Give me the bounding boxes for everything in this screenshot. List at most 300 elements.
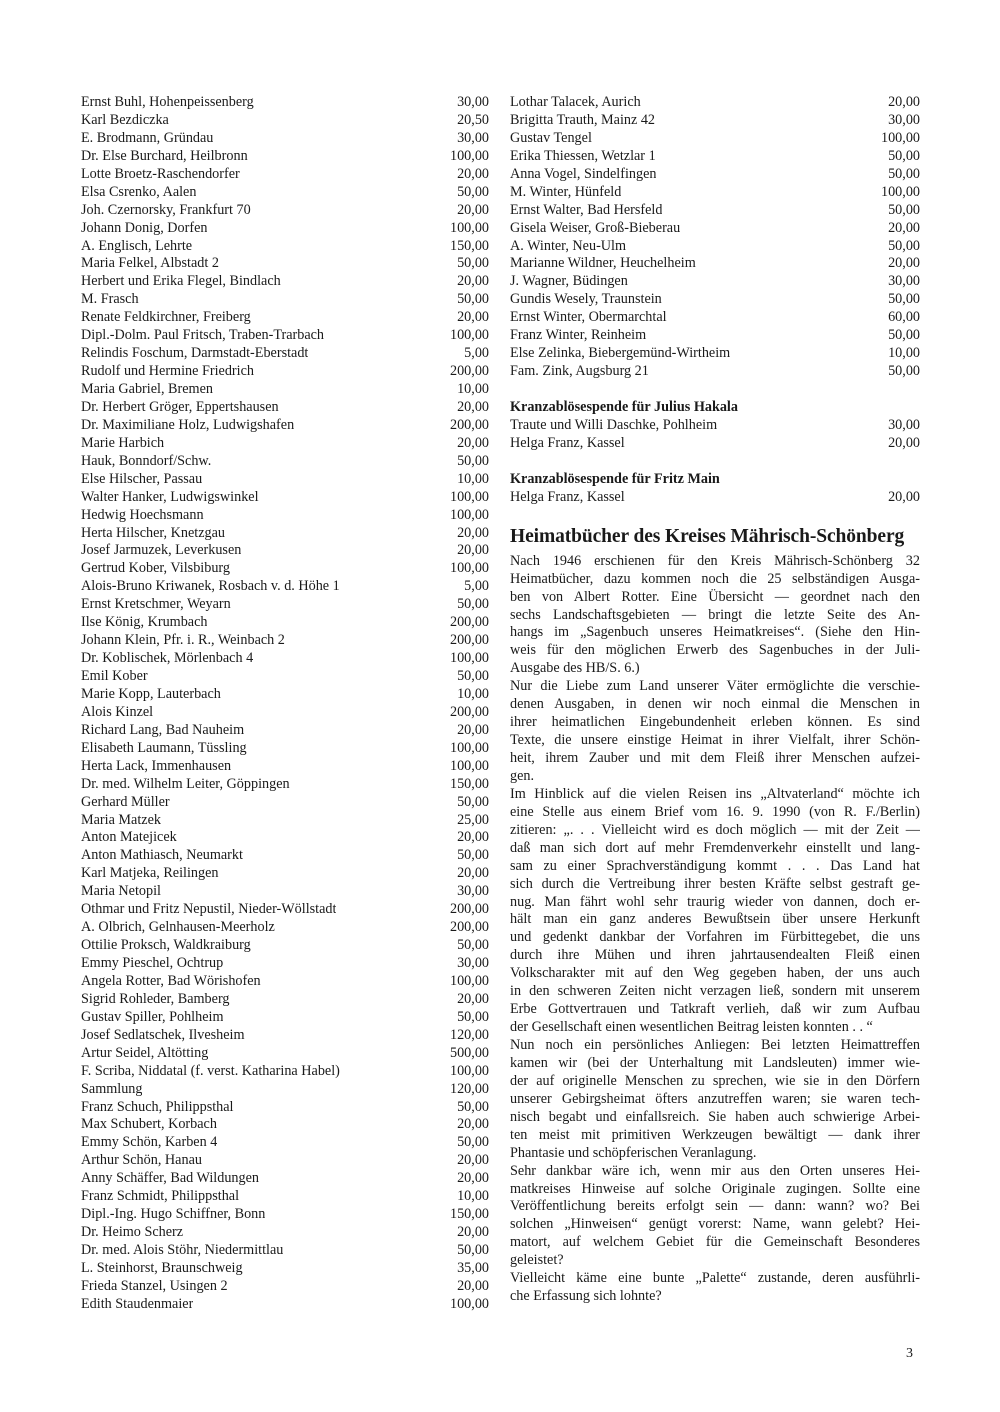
donation-amount: 200,00 [449, 919, 489, 936]
paragraph-line: unserer Gebirgsheimat öfters anzutreffen waren; sie waren tech- [510, 1090, 920, 1107]
donation-amount: 30,00 [457, 129, 489, 146]
donation-amount: 50,00 [457, 1242, 489, 1258]
donation-amount: 20,00 [457, 1277, 489, 1294]
donation-row [81, 1134, 489, 1152]
donor-name: Brigitta Trauth, Mainz 42 [510, 111, 656, 128]
donation-row [81, 740, 489, 758]
paragraph-line: zitieren: „. . . Vielleicht wird es doch möglich — mit der Zeit — [510, 821, 920, 838]
donation-row [81, 901, 489, 919]
donor-name: Josef Jarmuzek, Leverkusen [81, 542, 242, 559]
donor-list-left [81, 94, 489, 1314]
paragraph-line: Nun noch ein persönliches Anliegen: Bei letzten Heimattreffen [510, 1037, 920, 1053]
donor-name: Hauk, Bonndorf/Schw. [81, 452, 212, 469]
donor-name: Arthur Schön, Hanau [81, 1152, 202, 1169]
donor-name: Dr. Koblischek, Mörlenbach 4 [81, 650, 254, 667]
donation-amount: 50,00 [457, 255, 489, 272]
donation-amount: 10,00 [457, 1188, 489, 1205]
donation-amount: 20,00 [457, 829, 489, 846]
article-body [510, 553, 920, 1306]
donation-row [81, 435, 489, 453]
donation-row [510, 255, 920, 273]
paragraph-line: sechs Landschaftsgebieten — bringt die letzte Seite des An- [510, 606, 920, 623]
donation-amount: 20,00 [457, 309, 489, 326]
paragraph-line: Nur die Liebe zum Land unserer Väter ermöglichte die verschie- [510, 678, 920, 695]
donation-amount: 100,00 [449, 327, 489, 344]
donation-row [81, 525, 489, 543]
article-paragraph [510, 1163, 920, 1271]
donor-name: Ernst Walter, Bad Hersfeld [510, 201, 663, 218]
paragraph-line: Heimatbücher, dazu kommen noch die 25 selbständigen Ausga- [510, 570, 920, 587]
donation-amount: 150,00 [449, 237, 489, 254]
donation-amount: 120,00 [449, 1080, 489, 1097]
paragraph-line: Ausgabe des HB/S. 6.) [510, 660, 640, 677]
donation-amount: 20,00 [457, 990, 489, 1007]
paragraph-line: Vielleicht käme eine bunte „Palette“ zustande, deren ausführli- [510, 1270, 920, 1287]
donation-amount: 10,00 [888, 345, 920, 362]
paragraph-line: weis für den möglichen Erwerb des Sagenbuches in der Juli- [510, 642, 920, 659]
paragraph-line: hält man ein ganz anderes Bewußtsein über unsere Herkunft [510, 911, 920, 928]
donation-amount: 50,00 [888, 165, 920, 182]
donor-name: Johann Donig, Dorfen [81, 219, 208, 236]
donor-name: Elisabeth Laumann, Tüssling [81, 739, 247, 756]
donation-row [510, 309, 920, 327]
donation-row [81, 865, 489, 883]
donation-amount: 50,00 [457, 847, 489, 864]
donor-name: Marie Harbich [81, 434, 165, 451]
donation-row [81, 758, 489, 776]
donor-name: Fam. Zink, Augsburg 21 [510, 363, 649, 380]
donation-amount: 60,00 [888, 309, 920, 326]
donation-row [81, 1296, 489, 1314]
donor-name: Marie Kopp, Lauterbach [81, 685, 221, 702]
paragraph-line: geleistet? [510, 1252, 564, 1269]
donation-row [81, 722, 489, 740]
donation-row [81, 596, 489, 614]
donation-amount: 20,00 [457, 165, 489, 182]
donation-amount: 100,00 [449, 739, 489, 756]
donation-row [81, 1242, 489, 1260]
donation-row [81, 399, 489, 417]
donation-row [81, 471, 489, 489]
donation-row [81, 1278, 489, 1296]
donor-name: Walter Hanker, Ludwigswinkel [81, 488, 259, 505]
donor-name: Max Schubert, Korbach [81, 1116, 217, 1133]
donation-amount: 150,00 [449, 775, 489, 792]
article-paragraph [510, 1270, 920, 1306]
donation-row [81, 829, 489, 847]
donation-row [81, 273, 489, 291]
donation-amount: 50,00 [457, 596, 489, 613]
donation-amount: 20,00 [888, 255, 920, 272]
donation-amount: 150,00 [449, 1206, 489, 1223]
paragraph-line: sich durch die Vertreibung ihrer besten Kräfte selbst gestraft ge- [510, 875, 920, 892]
donation-amount: 20,00 [457, 865, 489, 882]
donation-row [81, 1045, 489, 1063]
paragraph-line: Im Hinblick auf die vielen Reisen ins „Altvaterland“ möchte ich [510, 785, 920, 802]
donation-amount: 200,00 [449, 363, 489, 380]
donation-row [510, 489, 920, 507]
donation-row [81, 381, 489, 399]
donation-amount: 10,00 [457, 685, 489, 702]
donor-name: Alois Kinzel [81, 703, 154, 720]
donation-amount: 50,00 [888, 201, 920, 218]
donation-row [81, 937, 489, 955]
donor-name: Gustav Tengel [510, 129, 592, 146]
donation-row [81, 1027, 489, 1045]
donor-name: Ernst Winter, Obermarchtal [510, 309, 667, 326]
donor-name: E. Brodmann, Gründau [81, 129, 214, 146]
donor-name: Alois-Bruno Kriwanek, Rosbach v. d. Höhe 1 [81, 578, 340, 595]
donor-name: Dipl.-Dolm. Paul Fritsch, Traben-Trarbach [81, 327, 325, 344]
donor-name: Emil Kober [81, 668, 148, 684]
donation-row [81, 489, 489, 507]
donation-row [81, 1009, 489, 1027]
donation-row [81, 1116, 489, 1134]
paragraph-line: solchen „Hinweisen“ genügt vorerst: Name, wann gelebt? Hei- [510, 1216, 920, 1233]
donation-amount: 20,00 [457, 1116, 489, 1133]
donation-amount: 20,00 [457, 273, 489, 290]
paragraph-line: Sehr dankbar wäre ich, wenn mir aus den Orten unseres Hei- [510, 1162, 920, 1179]
donation-amount: 50,00 [457, 1098, 489, 1115]
paragraph-line: durch ihre Mühen und ihren jahrtausendealten Fleiß einen [510, 947, 920, 964]
donation-row [81, 776, 489, 794]
donation-amount: 30,00 [888, 273, 920, 290]
donor-name: Erika Thiessen, Wetzlar 1 [510, 147, 656, 164]
article-paragraph [510, 553, 920, 679]
donation-row [81, 614, 489, 632]
donor-name: Dr. Heimo Scherz [81, 1224, 184, 1241]
donor-name: Ernst Kretschmer, Weyarn [81, 596, 231, 613]
donation-amount: 100,00 [880, 129, 920, 146]
donor-name: J. Wagner, Büdingen [510, 273, 628, 290]
donation-amount: 100,00 [449, 560, 489, 577]
donation-row [81, 919, 489, 937]
article-paragraph [510, 1037, 920, 1163]
donor-name: Gerhard Müller [81, 793, 170, 810]
donor-name: Dr. med. Alois Stöhr, Niedermittlau [81, 1242, 284, 1258]
donation-row [81, 686, 489, 704]
donation-amount: 100,00 [449, 1062, 489, 1079]
donor-name: Johann Klein, Pfr. i. R., Weinbach 2 [81, 632, 285, 649]
donation-amount: 50,00 [457, 937, 489, 954]
paragraph-line: gen. [510, 767, 535, 784]
donation-amount: 30,00 [457, 883, 489, 900]
paragraph-line: ihrer heimatlichen Eingebundenheit erleben können. Es sind [510, 714, 920, 731]
donation-row [81, 148, 489, 166]
donor-name: Hedwig Hoechsmann [81, 506, 204, 523]
donation-amount: 20,00 [457, 1224, 489, 1241]
paragraph-line: matkreises Hinweise auf solche Originale zugingen. Sollte eine [510, 1180, 920, 1197]
donor-name: M. Frasch [81, 291, 139, 308]
donation-amount: 100,00 [449, 219, 489, 236]
paragraph-line: ten meist mit primitiven Werkzeugen bewältigt — dank ihrer [510, 1126, 920, 1143]
donor-name: Gertrud Kober, Vilsbiburg [81, 560, 230, 577]
donor-name: Sigrid Rohleder, Bamberg [81, 990, 230, 1007]
donor-name: Franz Schmidt, Philippsthal [81, 1188, 240, 1205]
donation-row [510, 417, 920, 435]
donation-amount: 100,00 [449, 650, 489, 667]
donation-row [81, 507, 489, 525]
paragraph-line: ben von Albert Rotter. Eine Übersicht — geordnet nach den [510, 588, 920, 605]
donor-name: Edith Staudenmaier [81, 1295, 194, 1312]
donation-amount: 20,00 [888, 488, 920, 505]
donation-amount: 5,00 [464, 578, 489, 595]
donation-amount: 20,00 [457, 542, 489, 559]
donation-amount: 100,00 [449, 972, 489, 989]
donation-amount: 200,00 [449, 703, 489, 720]
donor-name: Dr. Maximiliane Holz, Ludwigshafen [81, 416, 295, 433]
donor-name: A. Englisch, Lehrte [81, 237, 193, 254]
donor-name: Anny Schäffer, Bad Wildungen [81, 1170, 260, 1187]
donor-name: Dr. Herbert Gröger, Eppertshausen [81, 398, 279, 415]
donor-name: Josef Sedlatschek, Ilvesheim [81, 1026, 245, 1043]
donor-name: Lothar Talacek, Aurich [510, 94, 641, 110]
donation-row [81, 542, 489, 560]
paragraph-line: eine Stelle aus einem Brief vom 16. 9. 1990 (von R. F./Berlin) [510, 803, 920, 820]
donor-name: Othmar und Fritz Nepustil, Nieder-Wöllstadt [81, 901, 337, 918]
donation-amount: 50,00 [888, 327, 920, 344]
donor-name: Angela Rotter, Bad Wörishofen [81, 972, 261, 989]
paragraph-line: Veröffentlichung bereits erfolgt sein — dann: wann? wo? Bei [510, 1198, 920, 1215]
donor-name: Renate Feldkirchner, Freiberg [81, 309, 251, 326]
donation-amount: 20,00 [457, 524, 489, 541]
donor-name: Maria Matzek [81, 811, 161, 828]
page-number: 3 [906, 1346, 913, 1361]
donation-amount: 50,00 [457, 668, 489, 684]
donor-name: Gundis Wesely, Traunstein [510, 291, 662, 308]
section-items-hakala [510, 417, 920, 453]
donor-name: F. Scriba, Niddatal (f. verst. Katharina Habel) [81, 1062, 340, 1079]
donor-name: Richard Lang, Bad Nauheim [81, 721, 245, 738]
paragraph-line: hangs im „Sagenbuch unseres Heimatkreises“. (Siehe den Hin- [510, 624, 920, 641]
donor-name: Karl Bezdiczka [81, 111, 169, 128]
donor-name: M. Winter, Hünfeld [510, 183, 622, 200]
donation-row [81, 184, 489, 202]
donation-amount: 20,00 [457, 1170, 489, 1187]
donation-row [81, 220, 489, 238]
donation-row [81, 327, 489, 345]
donation-amount: 50,00 [888, 147, 920, 164]
section-items-main [510, 489, 920, 507]
donation-amount: 100,00 [880, 183, 920, 200]
donor-name: Artur Seidel, Altötting [81, 1044, 209, 1061]
donation-amount: 20,00 [457, 1152, 489, 1169]
paragraph-line: denen Ausgaben, in denen wir noch einmal die Menschen in [510, 696, 920, 713]
paragraph-line: nisch begabt und einfallsreich. Sie haben auch schwierige Arbei- [510, 1108, 920, 1125]
donation-amount: 20,50 [457, 111, 489, 128]
section-title-main: Kranzablösespende für Fritz Main [510, 470, 720, 487]
donation-row [510, 94, 920, 112]
donation-amount: 20,00 [457, 398, 489, 415]
donation-row [81, 1170, 489, 1188]
donation-amount: 50,00 [457, 1134, 489, 1151]
donation-amount: 20,00 [457, 434, 489, 451]
donation-amount: 100,00 [449, 757, 489, 774]
donation-amount: 30,00 [457, 955, 489, 971]
donation-row [81, 1063, 489, 1081]
donor-name: Maria Netopil [81, 883, 161, 900]
donor-name: Else Zelinka, Biebergemünd-Wirtheim [510, 345, 731, 362]
paragraph-line: der auf originelle Menschen zu sprechen, wie sie in den Dörfern [510, 1072, 920, 1089]
donation-row [81, 1152, 489, 1170]
donation-row [510, 184, 920, 202]
section-title-hakala: Kranzablösespende für Julius Hakala [510, 399, 738, 415]
donor-name: Herbert und Erika Flegel, Bindlach [81, 273, 281, 290]
donor-name: Emmy Pieschel, Ochtrup [81, 955, 224, 971]
donation-row [81, 955, 489, 973]
paragraph-line: nug. Man fährt wohl sehr traurig wieder von dannen, doch er- [510, 893, 920, 910]
donor-name: Ilse König, Krumbach [81, 614, 208, 631]
paragraph-line: Nach 1946 erschienen für den Kreis Mährisch-Schönberg 32 [510, 552, 920, 569]
donation-row [81, 973, 489, 991]
donor-name: Maria Felkel, Albstadt 2 [81, 255, 219, 272]
donation-amount: 50,00 [888, 291, 920, 308]
donation-row [81, 1224, 489, 1242]
donation-amount: 100,00 [449, 147, 489, 164]
donation-row [81, 255, 489, 273]
donation-row [81, 1188, 489, 1206]
donation-amount: 50,00 [457, 452, 489, 469]
donor-name: Herta Hilscher, Knetzgau [81, 524, 226, 541]
donation-amount: 50,00 [457, 291, 489, 308]
donation-row [81, 363, 489, 381]
spacer [510, 453, 920, 471]
donation-amount: 50,00 [888, 237, 920, 254]
donor-name: Dipl.-Ing. Hugo Schiffner, Bonn [81, 1206, 266, 1223]
donor-name: Anton Mathiasch, Neumarkt [81, 847, 243, 864]
donor-name: Gustav Spiller, Pohlheim [81, 1008, 224, 1025]
donor-name: Anna Vogel, Sindelfingen [510, 165, 657, 182]
donor-name: A. Winter, Neu-Ulm [510, 237, 627, 254]
donor-name: Helga Franz, Kassel [510, 434, 625, 451]
paragraph-line: daß man sich dort auf mehr Fremdenverkehr einstellt und lang- [510, 839, 920, 856]
donation-row [81, 417, 489, 435]
donation-row [81, 1081, 489, 1099]
donor-name: Dr. Else Burchard, Heilbronn [81, 147, 248, 164]
article-paragraph [510, 786, 920, 1037]
donation-amount: 20,00 [888, 219, 920, 236]
donor-name: Ernst Buhl, Hohenpeissenberg [81, 94, 254, 110]
paragraph-line: der Gesellschaft einen wesentlichen Beitrag leisten konnten . . “ [510, 1019, 873, 1036]
paragraph-line: matort, auf welchem Gebiet für die Gemeinschaft Besonderes [510, 1234, 920, 1251]
donor-name: Rudolf und Hermine Friedrich [81, 363, 254, 380]
donation-amount: 20,00 [457, 721, 489, 738]
donor-name: Emmy Schön, Karben 4 [81, 1134, 218, 1151]
donor-name: Karl Matjeka, Reilingen [81, 865, 219, 882]
paragraph-line: und gedenkt dankbar der Vorfahren im Fürbittegebet, die uns [510, 929, 920, 946]
donation-row [81, 238, 489, 256]
paragraph-line: heit, ihrem Zauber und mit dem Fleiß ihrer Menschen aufzei- [510, 750, 920, 766]
donation-amount: 200,00 [449, 901, 489, 918]
donation-row [510, 202, 920, 220]
donation-amount: 100,00 [449, 1295, 489, 1312]
donor-name: Marianne Wildner, Heuchelheim [510, 255, 696, 272]
article-paragraph [510, 678, 920, 786]
donation-amount: 200,00 [449, 632, 489, 649]
donation-amount: 50,00 [457, 1008, 489, 1025]
donation-row [81, 166, 489, 184]
donation-amount: 5,00 [464, 345, 489, 362]
donation-row [81, 94, 489, 112]
donation-row [81, 704, 489, 722]
donation-row [81, 812, 489, 830]
donor-name: Helga Franz, Kassel [510, 488, 625, 505]
donation-amount: 100,00 [449, 488, 489, 505]
donor-name: Herta Lack, Immenhausen [81, 757, 232, 774]
donor-name: Joh. Czernorsky, Frankfurt 70 [81, 201, 251, 218]
donation-row [81, 1260, 489, 1278]
donation-row [510, 112, 920, 130]
donor-name: Frieda Stanzel, Usingen 2 [81, 1277, 228, 1294]
donation-amount: 200,00 [449, 614, 489, 631]
donation-amount: 20,00 [888, 94, 920, 110]
donation-row [510, 166, 920, 184]
donor-name: Traute und Willi Daschke, Pohlheim [510, 416, 718, 433]
paragraph-line: Erbe Gottvertrauen und Tatkraft verlieh, daß wir zum Aufbau [510, 1001, 920, 1018]
donation-amount: 500,00 [449, 1044, 489, 1061]
donation-row [510, 345, 920, 363]
donation-row [510, 327, 920, 345]
donor-name: Franz Winter, Reinheim [510, 327, 647, 344]
donor-list-right [510, 94, 920, 381]
donation-row [510, 291, 920, 309]
donation-amount: 10,00 [457, 470, 489, 487]
donor-name: A. Olbrich, Gelnhausen-Meerholz [81, 919, 275, 936]
donor-name: Maria Gabriel, Bremen [81, 381, 213, 397]
article-heading: Heimatbücher des Kreises Mährisch-Schönberg [510, 525, 905, 547]
donation-row [510, 273, 920, 291]
donation-amount: 25,00 [457, 811, 489, 828]
donation-row [510, 363, 920, 381]
donation-row [81, 453, 489, 471]
donation-row [510, 130, 920, 148]
donor-name: L. Steinhorst, Braunschweig [81, 1259, 243, 1276]
donor-name: Lotte Broetz-Raschendorfer [81, 165, 240, 182]
donor-name: Sammlung [81, 1080, 143, 1097]
donation-row [81, 991, 489, 1009]
donor-name: Elsa Csrenko, Aalen [81, 183, 197, 200]
paragraph-line: kamen wir (bei der Unterhaltung mit Landsleuten) immer wie- [510, 1054, 920, 1071]
donation-amount: 50,00 [457, 183, 489, 200]
donation-row [81, 847, 489, 865]
donation-row [81, 668, 489, 686]
donor-name: Ottilie Proksch, Waldkraiburg [81, 937, 251, 954]
right-column [510, 94, 920, 1306]
donation-row [81, 202, 489, 220]
donation-row [81, 1206, 489, 1224]
donation-row [510, 435, 920, 453]
paragraph-line: Volkscharakter mit auf den Weg gegeben haben, der uns auch [510, 965, 920, 982]
donation-row [81, 130, 489, 148]
donation-amount: 30,00 [457, 94, 489, 110]
donation-amount: 200,00 [449, 416, 489, 433]
donation-amount: 120,00 [449, 1026, 489, 1043]
donation-row [81, 345, 489, 363]
donation-row [81, 309, 489, 327]
paragraph-line: Phantasie und schöpferischen Veranlagung. [510, 1144, 757, 1161]
donation-amount: 100,00 [449, 506, 489, 523]
donation-amount: 35,00 [457, 1259, 489, 1276]
donation-row [81, 1099, 489, 1117]
donor-name: Dr. med. Wilhelm Leiter, Göppingen [81, 775, 290, 792]
donation-amount: 20,00 [888, 434, 920, 451]
donation-amount: 20,00 [457, 201, 489, 218]
donation-row [81, 883, 489, 901]
donor-name: Relindis Foschum, Darmstadt-Eberstadt [81, 345, 309, 362]
paragraph-line: in den schweren Zeiten nicht verzagen ließ, sondern mit unserem [510, 983, 920, 1000]
donation-row [81, 650, 489, 668]
donation-amount: 10,00 [457, 381, 489, 397]
